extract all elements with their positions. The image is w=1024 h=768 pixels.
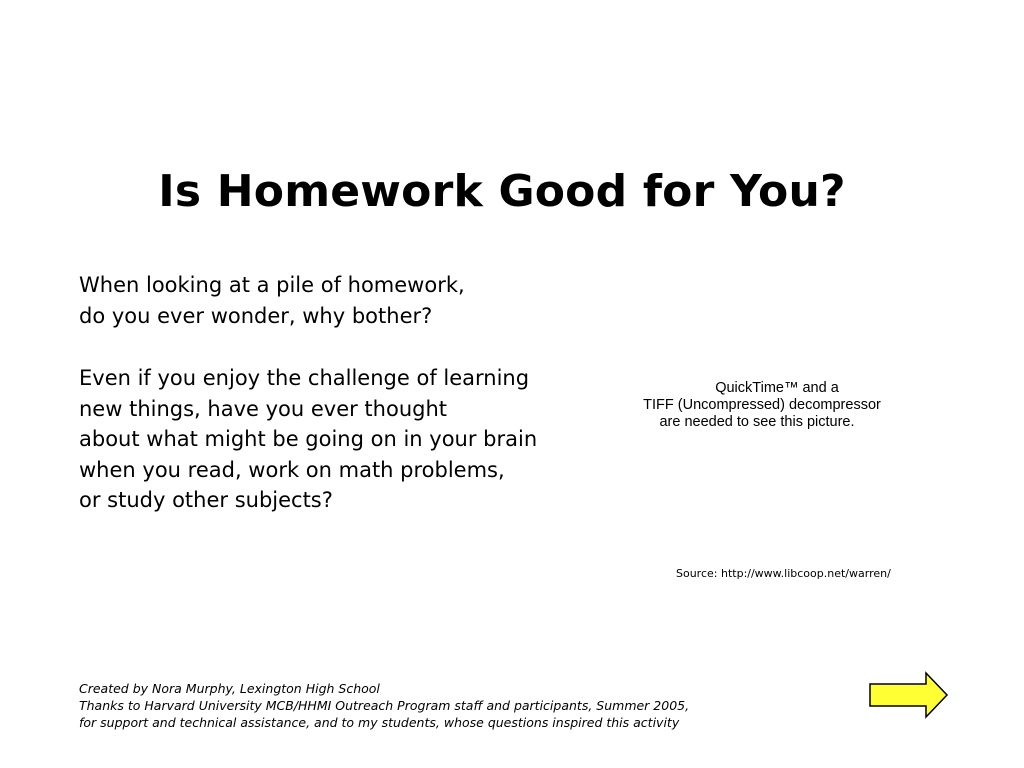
question-line: when you read, work on math problems, <box>79 457 505 482</box>
right-arrow-icon <box>868 671 950 719</box>
intro-paragraph <box>79 270 609 331</box>
credits-footer <box>79 680 689 731</box>
placeholder-line: TIFF (Uncompressed) decompressor <box>643 397 881 413</box>
placeholder-line: QuickTime™ and a <box>715 380 839 396</box>
slide-title: Is Homework Good for You? <box>158 166 846 217</box>
placeholder-line: are needed to see this picture. <box>659 414 855 430</box>
intro-line: do you ever wonder, why bother? <box>79 303 433 328</box>
credit-line: Created by Nora Murphy, Lexington High School <box>79 681 380 696</box>
intro-line: When looking at a pile of homework, <box>79 273 465 297</box>
question-paragraph <box>79 363 609 516</box>
image-placeholder <box>612 380 912 431</box>
question-line: about what might be going on in your brain <box>79 427 538 451</box>
question-line: or study other subjects? <box>79 488 333 512</box>
question-line: new things, have you ever thought <box>79 396 448 421</box>
credit-line: Thanks to Harvard University MCB/HHMI Outreach Program staff and participants, Summer 2005, <box>79 698 690 713</box>
image-source: Source: http://www.libcoop.net/warren/ <box>676 567 891 580</box>
credit-line: for support and technical assistance, and to my students, whose questions inspired this activity <box>79 715 680 730</box>
next-slide-button[interactable] <box>868 671 950 719</box>
question-line: Even if you enjoy the challenge of learning <box>79 366 530 390</box>
